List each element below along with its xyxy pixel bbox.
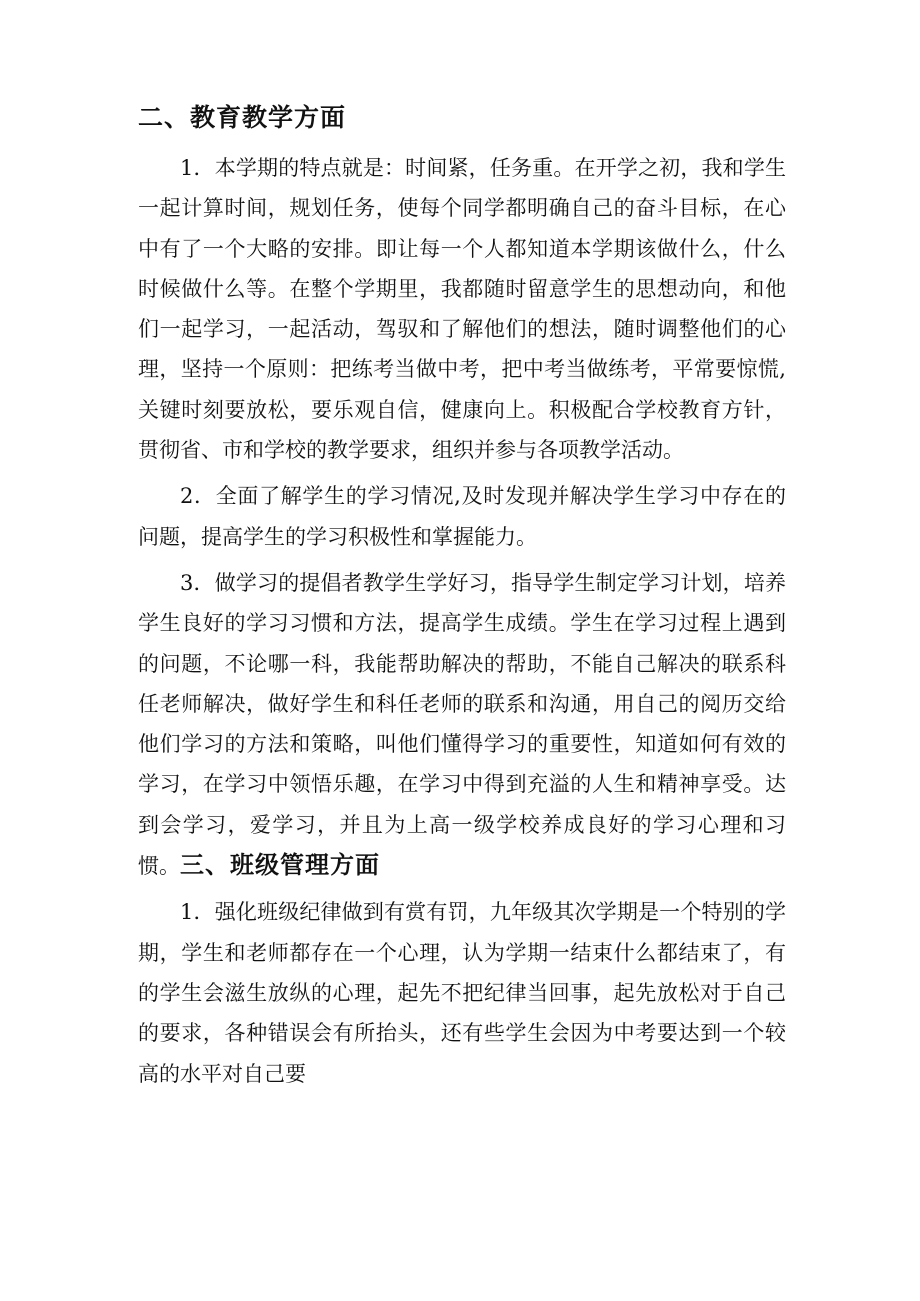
paragraph-education-1: 1．本学期的特点就是：时间紧，任务重。在开学之初，我和学生一起计算时间，规划任务，使每个同学都明确自己的奋斗目标，在心中有了一个大略的安排。即让每一个人都知道本学期该做什么，什么时候做什么等。在整个学期里，我都随时留意学生的思想动向，和他们一起学习，一起活动，驾驭和了解他们的想法，随时调整他们的心理，坚持一个原则：把练考当做中考，把中考当做练考，平常要惊慌,关键时刻要放松，要乐观自信，健康向上。积极配合学校教育方针，贯彻省、市和学校的教学要求，组织并参与各项教学活动。 [138, 156, 786, 463]
paragraph-education-3 [138, 563, 786, 886]
paragraph-education-2: 2．全面了解学生的学习情况,及时发现并解决学生学习中存在的问题，提高学生的学习积极性和掌握能力。 [138, 484, 786, 549]
section-heading-education: 二、教育教学方面 [138, 103, 347, 132]
document-page [138, 96, 786, 1094]
section-heading-class-management: 三、班级管理方面 [180, 851, 380, 880]
paragraph-education-3-text: 3．做学习的提倡者教学生学好习，指导学生制定学习计划，培养学生良好的学习习惯和方法，提高学生成绩。学生在学习过程上遇到的问题，不论哪一科，我能帮助解决的帮助，不能自己解决的联系科任老师解决，做好学生和科任老师的联系和沟通，用自己的阅历交给他们学习的方法和策略，叫他们懂得学习的重要性，知道如何有效的学习，在学习中领悟乐趣，在学习中得到充溢的人生和精神享受。达到会学习，爱学习，并且为上高一级学校养成良好的学习心理和习惯。 [138, 570, 786, 879]
paragraph-class-management-1: 1．强化班级纪律做到有赏有罚，九年级其次学期是一个特别的学期，学生和老师都存在一个心理，认为学期一结束什么都结束了，有的学生会滋生放纵的心理，起先不把纪律当回事，起先放松对于自己的要求，各种错误会有所抬头，还有些学生会因为中考要达到一个较高的水平对自己要 [138, 900, 786, 1086]
